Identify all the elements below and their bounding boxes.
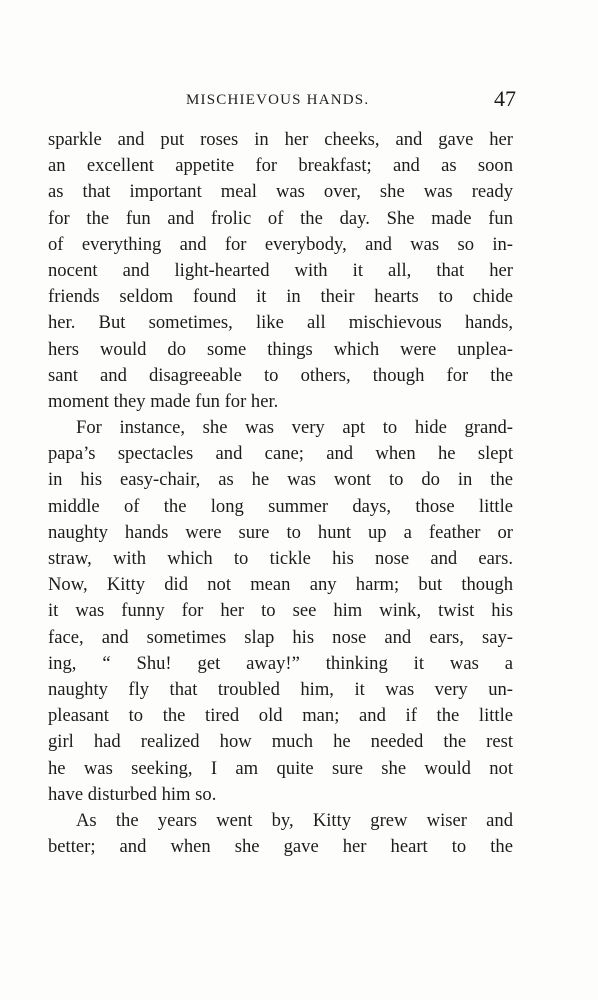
text-line: he was seeking, I am quite sure she would not [48,757,513,779]
text-line: ing, “ Shu! get away!” thinking it was a [48,652,513,674]
text-line: nocent and light-hearted with it all, that her [48,259,513,281]
text-line: As the years went by, Kitty grew wiser and [76,809,513,831]
text-line: middle of the long summer days, those little [48,495,513,517]
page-number: 47 [494,86,516,111]
text-line: sparkle and put roses in her cheeks, and gave her [48,129,513,150]
text-line: of everything and for everybody, and was so in- [48,233,513,255]
text-line: it was funny for her to see him wink, twist his [48,600,513,622]
text-line: Now, Kitty did not mean any harm; but though [48,574,513,596]
text-line: for the fun and frolic of the day. She made fun [48,207,513,229]
text-line: girl had realized how much he needed the rest [48,731,513,753]
text-line: better; and when she gave her heart to the [48,836,513,858]
text-line: sant and disagreeable to others, though for the [48,364,513,386]
text-line: pleasant to the tired old man; and if the little [48,705,513,727]
paragraph [48,415,513,808]
text-line: have disturbed him so. [48,783,217,805]
text-line: straw, with which to tickle his nose and ears. [48,548,513,569]
text-line: in his easy-chair, as he was wont to do in the [48,469,513,491]
text-line: as that important meal was over, she was ready [48,181,513,203]
body-text [48,127,513,860]
text-line: For instance, she was very apt to hide grand- [76,417,513,439]
text-line: naughty hands were sure to hunt up a feather or [48,521,513,543]
text-line: an excellent appetite for breakfast; and as soon [48,155,513,177]
text-line: face, and sometimes slap his nose and ears, say- [48,626,513,648]
paragraph [48,127,513,415]
text-line: moment they made fun for her. [48,390,279,412]
page-header [48,86,516,116]
text-line: naughty fly that troubled him, it was very un- [48,678,513,700]
running-title: MISCHIEVOUS HANDS. [186,92,370,108]
text-line: papa’s spectacles and cane; and when he slept [48,443,513,465]
text-line: her. But sometimes, like all mischievous hands, [48,312,513,334]
text-line: hers would do some things which were unplea- [48,338,513,360]
paragraph [48,808,513,860]
text-line: friends seldom found it in their hearts to chide [48,286,513,308]
